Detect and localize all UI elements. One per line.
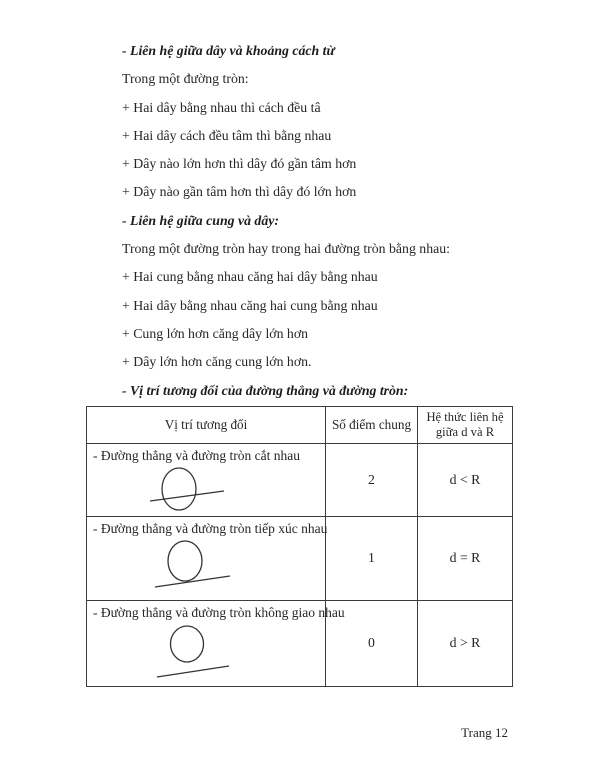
- row-label: - Đường thẳng và đường tròn tiếp xúc nhau: [93, 520, 328, 536]
- paragraph: Trong một đường tròn hay trong hai đường tròn bằng nhau:: [122, 241, 450, 257]
- bullet-item: + Dây nào lớn hơn thì dây đó gần tâm hơn: [122, 156, 357, 172]
- relation-value: d < R: [418, 443, 513, 516]
- column-header-common-points: Số điểm chung: [326, 406, 418, 443]
- common-points-value: 2: [326, 443, 418, 516]
- column-header-position: Vị trí tương đối: [87, 406, 326, 443]
- common-points-value: 1: [326, 516, 418, 600]
- line-intersects-circle-figure: [137, 464, 247, 514]
- table-row-intersecting: [87, 443, 513, 516]
- column-header-relation-line1: Hệ thức liên hệ: [426, 410, 504, 425]
- relation-value: d > R: [418, 600, 513, 686]
- column-header-relation: [418, 406, 513, 443]
- bullet-item: + Hai cung bằng nhau căng hai dây bằng nhau: [122, 269, 378, 285]
- table-header-row: [87, 406, 513, 443]
- table-row-tangent: [87, 516, 513, 600]
- column-header-relation-line2: giữa d và R: [435, 424, 495, 439]
- bullet-item: + Hai dây bằng nhau thì cách đều tâ: [122, 99, 321, 115]
- bullet-item: + Hai dây cách đều tâm thì bằng nhau: [122, 127, 332, 143]
- row-label: - Đường thẳng và đường tròn cắt nhau: [93, 447, 300, 463]
- bullet-item: + Hai dây bằng nhau căng hai cung bằng nhau: [122, 297, 378, 313]
- section-heading-relative-position: - Vị trí tương đối của đường thẳng và đường tròn:: [122, 382, 409, 398]
- bullet-item: + Cung lớn hơn căng dây lớn hơn: [122, 325, 309, 341]
- paragraph: Trong một đường tròn:: [122, 71, 249, 87]
- section-heading-arc-chord: - Liên hệ giữa cung và dây:: [122, 212, 279, 228]
- relation-value: d = R: [418, 516, 513, 600]
- bullet-item: + Dây nào gần tâm hơn thì dây đó lớn hơn: [122, 184, 357, 200]
- relative-position-table: [86, 406, 513, 687]
- section-heading-chord-distance: - Liên hệ giữa dây và khoảng cách từ: [122, 43, 335, 58]
- line-tangent-to-circle-figure: [137, 537, 247, 594]
- row-label: - Đường thẳng và đường tròn không giao nhau: [93, 604, 345, 620]
- table-row-non-intersecting: [87, 600, 513, 686]
- line-not-intersecting-circle-figure: [137, 621, 247, 681]
- page-number: Trang 12: [461, 725, 508, 740]
- bullet-item: + Dây lớn hơn căng cung lớn hơn.: [122, 354, 312, 370]
- common-points-value: 0: [326, 600, 418, 686]
